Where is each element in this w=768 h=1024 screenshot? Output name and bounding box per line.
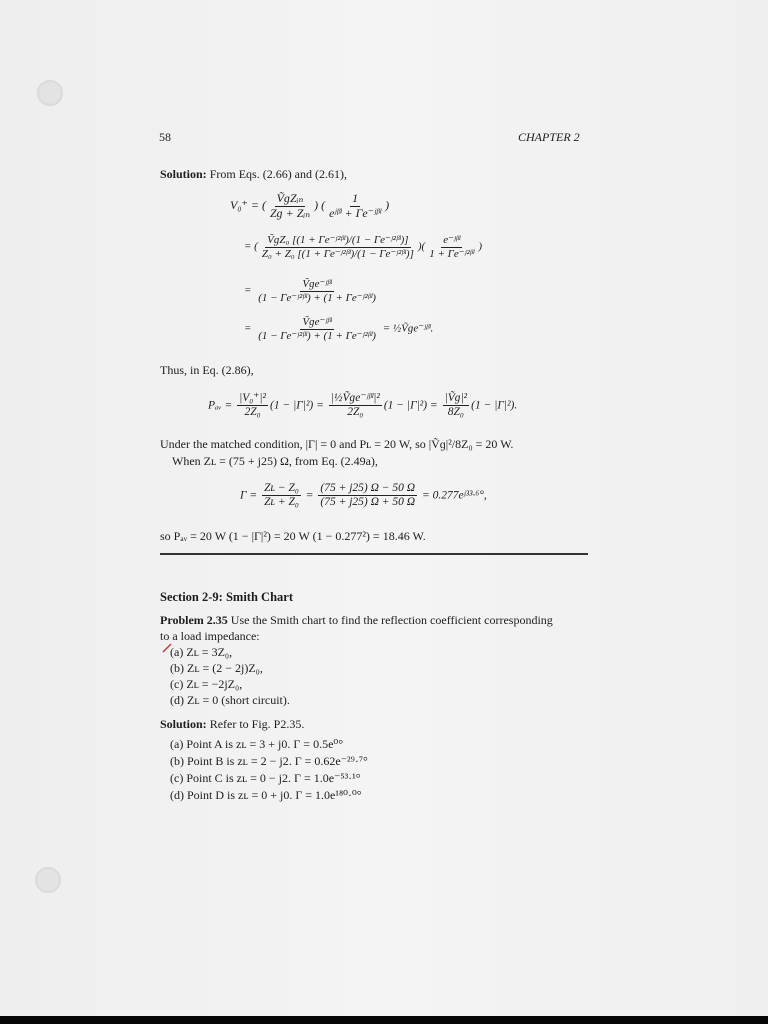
eq1-f1-denominator: Zɡ + Zᵢₙ — [269, 205, 311, 220]
gamma-lhs: Γ = — [240, 489, 258, 502]
problem-statement-line-1 — [160, 614, 553, 628]
problem-text-1: Use the Smith chart to find the reflection coefficient corresponding — [230, 613, 553, 627]
punch-hole-top — [37, 80, 63, 106]
gamma-f1-numerator: Zʟ − Z₀ — [262, 482, 301, 496]
eq3-prefix: = — [244, 284, 252, 297]
equation-line-4 — [244, 316, 433, 342]
equation-line-3 — [244, 278, 380, 304]
equation-line-2 — [244, 234, 482, 260]
pav-result-line: so Pₐᵥ = 20 W (1 − |Γ|²) = 20 W (1 − 0.277²) = 18.46 W. — [160, 529, 426, 543]
gamma-result: = 0.277eʲ³³·⁶°, — [422, 489, 487, 502]
eq1-lhs: V₀⁺ = — [230, 198, 259, 213]
pav-f1-denominator: 2Z₀ — [244, 406, 261, 419]
section-title: Section 2-9: Smith Chart — [160, 590, 293, 604]
pav-fraction-1 — [237, 392, 268, 419]
eq2-f1-numerator: ṼɡZ₀ [(1 + Γe⁻ʲ²ᵝˡ)/(1 − Γe⁻ʲ²ᵝˡ)] — [267, 234, 409, 246]
eq4-prefix: = — [244, 322, 252, 335]
pav-f1-numerator: |V₀⁺|² — [237, 392, 268, 406]
solution2-item-a: (a) Point A is zʟ = 3 + j0. Γ = 0.5e⁰° — [170, 737, 343, 751]
eq3-denominator: (1 − Γe⁻ʲ²ᵝˡ) + (1 + Γe⁻ʲ²ᵝˡ) — [258, 291, 376, 304]
pav-fraction-2 — [329, 392, 382, 419]
problem-statement-line-2: to a load impedance: — [160, 629, 260, 643]
pav-f3-denominator: 8Z₀ — [447, 406, 464, 419]
scan-bottom-edge — [0, 1016, 768, 1024]
chapter-heading: CHAPTER 2 — [518, 130, 580, 144]
eq1-fraction-1 — [268, 192, 312, 221]
thus-line: Thus, in Eq. (2.86), — [160, 363, 254, 377]
eq1-f2-numerator: 1 — [352, 191, 359, 205]
eq1-f2-denominator: eʲᵝˡ + Γe⁻ʲᵝˡ — [329, 205, 382, 220]
eq4-result: = ½Ṽɡe⁻ʲᵝˡ. — [382, 322, 434, 335]
eq2-fraction-2 — [427, 234, 476, 260]
pav-f3-numerator: |Ṽɡ|² — [443, 392, 470, 406]
eq2-mid: )( — [417, 240, 426, 253]
solution-intro-line — [160, 168, 347, 182]
problem-item-b: (b) Zʟ = (2 − 2j)Z₀, — [170, 661, 263, 675]
eq3-numerator: Ṽɡe⁻ʲᵝˡ — [302, 278, 332, 290]
eq2-prefix: = ( — [244, 240, 258, 253]
pav-fraction-3 — [443, 392, 470, 419]
solution2-item-b: (b) Point B is zʟ = 2 − j2. Γ = 0.62e⁻²⁹·⁷° — [170, 754, 368, 768]
pav-f2-denominator: 2Z₀ — [347, 406, 364, 419]
pav-term-2: (1 − |Γ|²) = — [383, 399, 438, 412]
gamma-equals: = — [305, 489, 314, 502]
eq2-suffix: ) — [478, 240, 482, 253]
gamma-f2-denominator: (75 + j25) Ω + 50 Ω — [320, 496, 416, 509]
solution2-label: Solution: — [160, 717, 207, 731]
eq4-denominator: (1 − Γe⁻ʲ²ᵝˡ) + (1 + Γe⁻ʲ²ᵝˡ) — [258, 329, 376, 342]
equation-gamma — [240, 482, 487, 509]
pav-lhs: Pₐᵥ = — [208, 399, 233, 412]
eq4-numerator: Ṽɡe⁻ʲᵝˡ — [302, 316, 332, 328]
load-impedance-line: When Zʟ = (75 + j25) Ω, from Eq. (2.49a), — [172, 454, 378, 468]
eq1-f1-numerator: ṼɡZᵢₙ — [276, 191, 304, 205]
solution2-intro-line — [160, 718, 304, 732]
problem-item-c: (c) Zʟ = −2jZ₀, — [170, 677, 243, 691]
gamma-fraction-2 — [318, 482, 417, 509]
matched-condition-line: Under the matched condition, |Γ| = 0 and Pʟ = 20 W, so |Ṽɡ|²/8Z₀ = 20 W. — [160, 437, 514, 451]
eq2-f2-denominator: 1 + Γe⁻ʲ²ᵝˡ — [429, 247, 475, 260]
solution2-item-d: (d) Point D is zʟ = 0 + j0. Γ = 1.0e¹⁸⁰·⁰° — [170, 788, 362, 802]
gamma-f1-denominator: Zʟ + Z₀ — [264, 496, 299, 509]
equation-pav — [208, 392, 517, 419]
section-divider — [160, 553, 588, 555]
eq2-fraction-1 — [260, 234, 416, 260]
problem-item-d: (d) Zʟ = 0 (short circuit). — [170, 693, 290, 707]
pav-term-1: (1 − |Γ|²) = — [270, 399, 324, 412]
problem-item-a: (a) Zʟ = 3Z₀, — [170, 645, 233, 659]
eq2-f2-numerator: e⁻ʲᵝˡ — [443, 234, 461, 246]
solution2-text: Refer to Fig. P2.35. — [209, 717, 305, 731]
page-number: 58 — [159, 130, 171, 144]
gamma-f2-numerator: (75 + j25) Ω − 50 Ω — [318, 482, 417, 496]
gamma-fraction-1 — [262, 482, 301, 509]
solution-intro-text: From Eqs. (2.66) and (2.61), — [209, 167, 348, 181]
pav-f2-numerator: |½Ṽɡe⁻ʲᵝˡ|² — [329, 392, 382, 406]
eq3-fraction — [256, 278, 378, 304]
equation-v0-plus: V₀⁺ = ( $\frac{\text{ṼɡZᵢₙ}}{\text{Zɡ + Zᵢₙ}}$ ) ( $\frac{1}{\text{eʲᵝˡ + Γe⁻ʲᵝˡ}}$ ) — [230, 191, 390, 220]
pav-term-3: (1 − |Γ|²). — [471, 399, 518, 412]
eq1-fraction-2 — [327, 192, 383, 221]
solution-label: Solution: — [160, 167, 207, 181]
problem-label: Problem 2.35 — [160, 613, 228, 627]
eq2-f1-denominator: Z₀ + Z₀ [(1 + Γe⁻ʲ²ᵝˡ)/(1 − Γe⁻ʲ²ᵝˡ)] — [261, 247, 414, 260]
eq4-fraction — [256, 316, 378, 342]
solution2-item-c: (c) Point C is zʟ = 0 − j2. Γ = 1.0e⁻⁵³·¹° — [170, 771, 361, 785]
punch-hole-bottom — [35, 867, 61, 893]
